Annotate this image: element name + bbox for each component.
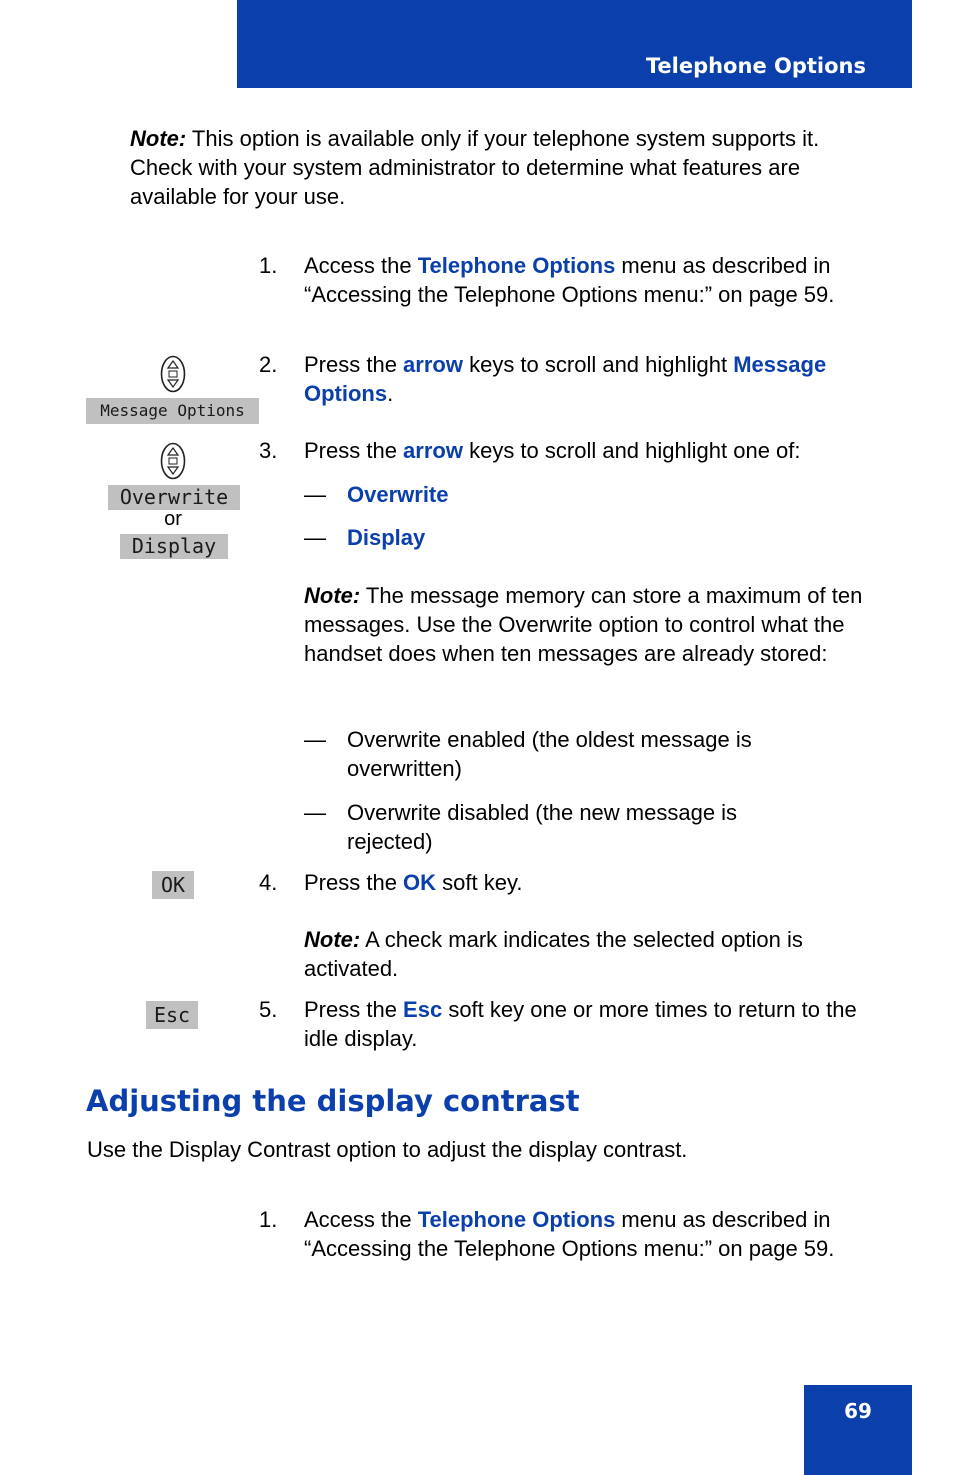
note-check-mark <box>304 925 869 983</box>
nav-arrow-key-icon <box>160 442 186 480</box>
lcd-display: Display <box>120 534 228 559</box>
overwrite-disabled-text: Overwrite disabled (the new message is rejected) <box>347 800 738 854</box>
note-text: A check mark indicates the selected option is activated. <box>304 927 803 981</box>
page-number-box <box>804 1385 912 1475</box>
step-5-text: Press the Esc soft key one or more times to return to the idle display. <box>304 997 857 1051</box>
section-intro: Use the Display Contrast option to adjust the display contrast. <box>87 1137 688 1162</box>
state-dash: — <box>304 727 326 752</box>
page-number: 69 <box>844 1399 872 1423</box>
note-label: Note: <box>304 927 361 952</box>
lcd-ok-softkey: OK <box>152 871 194 899</box>
note-label: Note: <box>304 583 361 608</box>
option-display: Display <box>347 525 426 550</box>
nav-arrow-key-icon <box>160 355 186 393</box>
note-availability <box>130 124 870 211</box>
section-heading: Adjusting the display contrast <box>86 1084 580 1118</box>
step-number: 1. <box>259 253 278 278</box>
header-title: Telephone Options <box>645 54 866 78</box>
or-label: or <box>164 508 182 530</box>
step-3-text: Press the arrow keys to scroll and highlight one of: <box>304 438 801 463</box>
note-text: This option is available only if your telephone system supports it. Check with your system administrator to determine what features are available for your use. <box>130 126 820 209</box>
step-1-text: Access the Telephone Options menu as described in “Accessing the Telephone Options menu:” on page 59. <box>304 253 835 307</box>
arrow-keyword: arrow <box>403 352 463 377</box>
step-4-text: Press the OK soft key. <box>304 870 523 895</box>
header-bar <box>237 0 912 88</box>
lcd-overwrite: Overwrite <box>108 485 240 510</box>
step-2-text: Press the arrow keys to scroll and highlight Message Options. <box>304 352 827 406</box>
step-number: 2. <box>259 352 278 377</box>
telephone-options-keyword: Telephone Options <box>417 1207 616 1232</box>
ok-keyword: OK <box>403 870 437 895</box>
lcd-esc-softkey: Esc <box>146 1001 198 1029</box>
option-dash: — <box>304 482 326 507</box>
contrast-step-1-text: Access the Telephone Options menu as described in “Accessing the Telephone Options menu:” on page 59. <box>304 1207 835 1261</box>
lcd-message-options: Message Options <box>86 398 259 424</box>
step-number: 1. <box>259 1207 278 1232</box>
option-dash: — <box>304 525 326 550</box>
step-number: 4. <box>259 870 278 895</box>
note-label: Note: <box>130 126 187 151</box>
note-text: The message memory can store a maximum of ten messages. Use the Overwrite option to control what the handset does when ten messages are already stored: <box>304 583 863 666</box>
option-overwrite: Overwrite <box>347 482 449 507</box>
state-dash: — <box>304 800 326 825</box>
step-number: 5. <box>259 997 278 1022</box>
step-number: 3. <box>259 438 278 463</box>
note-message-memory <box>304 581 869 668</box>
telephone-options-keyword: Telephone Options <box>417 253 616 278</box>
overwrite-enabled-text: Overwrite enabled (the oldest message is overwritten) <box>347 727 752 781</box>
message-options-keyword: Message Options <box>304 352 827 406</box>
esc-keyword: Esc <box>403 997 443 1022</box>
arrow-keyword: arrow <box>403 438 463 463</box>
